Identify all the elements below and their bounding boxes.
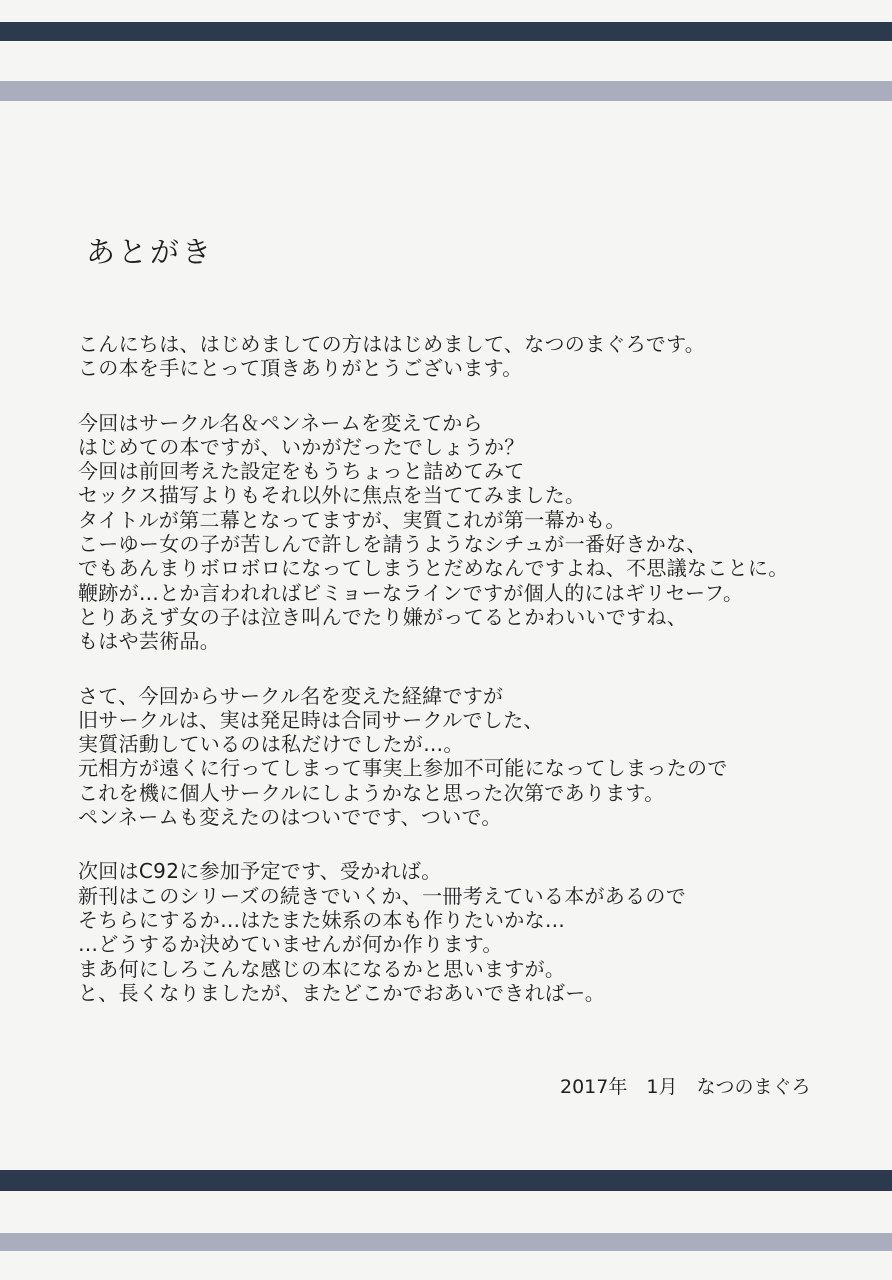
text-line: 鞭跡が…とか言われればビミョーなラインですが個人的にはギリセーフ。 [78, 580, 744, 605]
text-line: タイトルが第二幕となってますが、実質これが第一幕かも。 [78, 507, 626, 532]
paragraph-greeting [78, 332, 878, 381]
paragraph-circle-name [78, 684, 878, 830]
top-grey-stripe [0, 81, 892, 101]
text-line: こんにちは、はじめましての方ははじめまして、なつのまぐろです。 [78, 332, 706, 356]
text-line: でもあんまりボロボロになってしまうとだめなんですよね、不思議なことに。 [78, 556, 789, 581]
afterword-body [78, 332, 878, 1035]
text-line: 元相方が遠くに行ってしまって事実上参加不可能になってしまったので [78, 756, 728, 781]
text-line: セックス描写よりもそれ以外に焦点を当ててみました。 [78, 483, 586, 508]
text-line: ペンネームも変えたのはついでです、ついで。 [78, 805, 502, 830]
text-line: この本を手にとって頂きありがとうございます。 [78, 356, 523, 381]
text-line: もはや芸術品。 [78, 629, 221, 654]
text-line: そちらにするか…はたまた妹系の本も作りたいかな… [78, 907, 566, 932]
text-line: さて、今回からサークル名を変えた経緯ですが [78, 683, 504, 708]
text-line: 今回は前回考えた設定をもうちょっと詰めてみて [78, 459, 525, 484]
paragraph-about-book [78, 411, 878, 654]
text-line: はじめての本ですが、いかがだったでしょうか？ [78, 434, 525, 459]
bottom-grey-stripe [0, 1233, 892, 1251]
signature-date-author: 2017年 1月 なつのまぐろ [560, 1076, 811, 1098]
paragraph-next-event [78, 859, 878, 1005]
text-line: こーゆー女の子が苦しんで許しを請うようなシチュが一番好きかな、 [78, 532, 707, 557]
text-line: 新刊はこのシリーズの続きでいくか、一冊考えている本があるので [78, 883, 686, 908]
text-line: 実質活動しているのは私だけでしたが…。 [78, 732, 464, 757]
text-line: …どうするか決めていませんが何か作ります。 [78, 932, 503, 957]
text-line: 次回はC92に参加予定です、受かれば。 [78, 859, 442, 884]
afterword-heading: あとがき [86, 235, 215, 269]
text-line: 旧サークルは、実は発足時は合同サークルでした、 [78, 707, 544, 732]
text-line: これを機に個人サークルにしようかなと思った次第であります。 [78, 780, 665, 805]
text-line: まあ何にしろこんな感じの本になるかと思いますが。 [78, 956, 566, 981]
top-dark-stripe [0, 22, 892, 41]
text-line: と、長くなりましたが、またどこかでおあいできればー。 [78, 980, 605, 1005]
bottom-dark-stripe [0, 1170, 892, 1191]
text-line: 今回はサークル名＆ペンネームを変えてから [78, 410, 483, 435]
text-line: とりあえず女の子は泣き叫んでたり嫌がってるとかわいいですね、 [78, 604, 687, 629]
